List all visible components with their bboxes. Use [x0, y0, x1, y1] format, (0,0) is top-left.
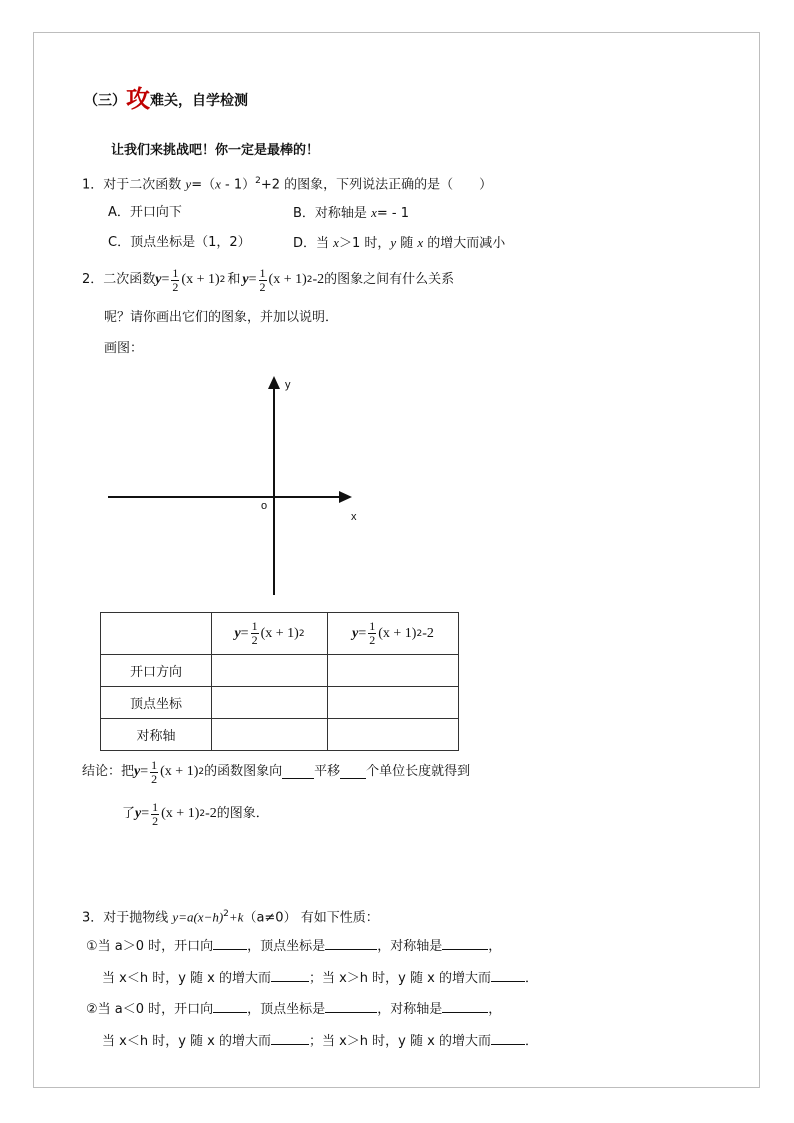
c2-blank-vertex[interactable]: [325, 1000, 377, 1013]
q1-optd-var2: y: [390, 235, 397, 250]
q3-formula-tail: +k: [228, 909, 244, 925]
c1-c: ，对称轴是: [377, 939, 443, 954]
q1-option-b: [293, 205, 409, 222]
header-equation-1: [234, 620, 304, 647]
th-eq1-num: 1: [251, 619, 258, 633]
conclusion-line1: [82, 754, 470, 790]
q3-number: 3．: [82, 910, 104, 926]
c-eq2-eq: =: [141, 806, 150, 821]
eq2-body: (x + 1): [268, 272, 307, 287]
c-eq1-num: 1: [151, 757, 158, 772]
answer-cell[interactable]: [212, 719, 328, 751]
q3-stem-pre: 对于抛物线: [103, 910, 173, 926]
th-eq2-sup: 2: [416, 628, 423, 639]
q1-optb-pre: B．对称轴是: [293, 206, 372, 221]
q1-stem: [82, 173, 492, 193]
eq2-sup: 2: [306, 275, 313, 285]
c-eq2-den: 2: [152, 813, 159, 828]
coordinate-axes: [100, 370, 370, 600]
c-eq1-y: y: [134, 764, 141, 779]
direction-blank[interactable]: [282, 766, 314, 779]
eq1-body: (x + 1): [181, 272, 220, 287]
table-row: [101, 719, 459, 751]
q2-line2: 呢？请你画出它们的图象，并加以说明．: [104, 310, 339, 325]
answer-cell[interactable]: [212, 687, 328, 719]
table-header-row: [101, 613, 459, 655]
c-eq1-sup: 2: [198, 767, 205, 777]
c1-blank-vertex[interactable]: [325, 937, 377, 950]
th-eq2-y: y: [352, 625, 359, 641]
c1-a: ①当 a＞0 时，开口向: [86, 939, 214, 954]
c2-line2-b: ；当 x＞h 时，y 随 x 的增大而: [308, 1034, 491, 1049]
c2-blank-left[interactable]: [271, 1032, 309, 1045]
c2-blank-right[interactable]: [491, 1032, 525, 1045]
q3-case2-line1: [86, 1000, 501, 1018]
q1-optb-post: = - 1: [376, 206, 409, 221]
th-eq1-fraction: [251, 620, 259, 647]
q1-stem-c: +2 的图象，下列说法正确的是（ ）: [260, 177, 493, 193]
answer-cell[interactable]: [328, 687, 459, 719]
c-eq2-num: 1: [152, 799, 159, 814]
answer-cell[interactable]: [328, 719, 459, 751]
answer-cell[interactable]: [212, 655, 328, 687]
c1-blank-opening[interactable]: [213, 937, 247, 950]
conclusion-mid: 的函数图象向: [204, 764, 283, 779]
y-axis-label: y: [285, 379, 291, 391]
q2-stem-a: 二次函数: [103, 272, 156, 287]
eq1-eq: =: [161, 272, 170, 287]
c2-a: ②当 a＜0 时，开口向: [86, 1002, 214, 1017]
conclusion-equation-2: [135, 801, 217, 828]
table-header-eq1: [212, 613, 328, 655]
q1-optd-var3: x: [417, 235, 424, 250]
conclusion-label: 结论：把: [82, 764, 135, 779]
th-eq1-den: 2: [251, 633, 258, 647]
table-row: [101, 655, 459, 687]
conclusion-mid2: 平移: [314, 764, 341, 779]
eq2-y: y: [242, 272, 249, 287]
eq1-fraction: [171, 267, 179, 294]
c2-c: ，对称轴是: [377, 1002, 443, 1017]
conclusion-mid3: 个单位长度就得到: [366, 764, 471, 779]
c1-blank-axis[interactable]: [442, 937, 488, 950]
eq2-den: 2: [259, 279, 266, 294]
q1-optd-var: x: [333, 235, 339, 250]
section-big-char: 攻: [126, 84, 150, 113]
x-axis-arrow: [339, 491, 352, 503]
c-eq2-tail: -2: [205, 806, 217, 821]
q3-case1-line2: [102, 969, 538, 987]
row-label-axis: 对称轴: [101, 719, 212, 751]
th-eq2-fraction: [368, 620, 376, 647]
q1-optd-post: 的增大而减小: [423, 236, 506, 251]
c1-blank-left[interactable]: [271, 969, 309, 982]
q3-stem-post: 有如下性质：: [296, 910, 379, 926]
c-eq1-body: (x + 1): [160, 764, 199, 779]
q1-var-x: x: [215, 176, 221, 192]
q3-formula: y=a(x−h): [172, 909, 224, 925]
c-eq1-fraction: [150, 759, 158, 786]
c2-line2-a: 当 x＜h 时，y 随 x 的增大而: [102, 1034, 271, 1049]
origin-label: o: [261, 500, 268, 512]
q1-stem-b: - 1）: [220, 177, 256, 193]
table-header-eq2: [328, 613, 459, 655]
section-title: 难关，自学检测: [150, 93, 248, 109]
section-prefix: （三）: [84, 93, 126, 109]
conclusion-equation-1: [134, 759, 204, 786]
eq2-fraction: [259, 267, 267, 294]
eq2-num: 1: [259, 265, 266, 280]
q1-optd-mid2: 随: [396, 236, 418, 251]
eq1-num: 1: [172, 265, 179, 280]
eq1-den: 2: [172, 279, 179, 294]
q2-number: 2．: [82, 272, 104, 287]
c1-d: ，: [488, 939, 502, 954]
q1-option-d: [293, 235, 505, 252]
q3-stem: [82, 906, 379, 926]
q3-formula-sup: 2: [223, 909, 229, 919]
c2-b: ，顶点坐标是: [247, 1002, 326, 1017]
q3-case2-line2: [102, 1032, 538, 1050]
q1-optd-pre: D．当: [293, 236, 334, 251]
equation-2: [242, 267, 324, 294]
c2-d: ，: [488, 1002, 502, 1017]
units-blank[interactable]: [340, 766, 366, 779]
q1-optd-mid: ＞1 时，: [338, 236, 391, 251]
q2-stem: [82, 262, 454, 298]
th-eq2-den: 2: [369, 633, 376, 647]
conclusion-line2-pre: 了: [122, 806, 136, 821]
row-label-opening: 开口方向: [101, 655, 212, 687]
q1-optb-var: x: [371, 205, 377, 220]
q3-case1-line1: [86, 937, 501, 955]
q1-sup: 2: [255, 176, 261, 186]
c-eq2-fraction: [151, 801, 159, 828]
q1-option-a: A．开口向下: [108, 205, 182, 220]
equation-1: [155, 267, 225, 294]
y-axis-arrow: [268, 376, 280, 389]
header-equation-2: [352, 620, 434, 647]
eq2-tail: -2: [312, 272, 325, 287]
q1-var-y: y: [185, 176, 192, 192]
th-eq2-body: (x + 1): [378, 625, 417, 641]
table-row: [101, 687, 459, 719]
th-eq2-tail: -2: [422, 625, 434, 641]
x-axis-label: x: [351, 511, 357, 523]
c1-b: ，顶点坐标是: [247, 939, 326, 954]
eq1-sup: 2: [219, 275, 226, 285]
c-eq1-eq: =: [140, 764, 149, 779]
th-eq1-eq: =: [240, 625, 249, 641]
c-eq1-den: 2: [151, 771, 158, 786]
draw-label: 画图：: [104, 341, 144, 356]
table-corner-cell: [101, 613, 212, 655]
q1-eq: =（: [191, 177, 216, 193]
c1-line2-b: ；当 x＞h 时，y 随 x 的增大而: [308, 971, 491, 986]
th-eq1-sup: 2: [298, 628, 305, 639]
properties-table: [100, 612, 459, 751]
conclusion-line2-post: 的图象．: [216, 806, 269, 821]
section-heading: [84, 86, 248, 114]
answer-cell[interactable]: [328, 655, 459, 687]
th-eq2-eq: =: [358, 625, 367, 641]
c-eq2-sup: 2: [199, 809, 206, 819]
eq1-y: y: [155, 272, 162, 287]
th-eq2-num: 1: [369, 619, 376, 633]
q2-and: 和: [227, 272, 241, 287]
c2-blank-opening[interactable]: [213, 1000, 247, 1013]
q3-condition: （a≠0）: [243, 910, 297, 926]
q1-stem-a: 对于二次函数: [103, 177, 186, 193]
subtitle: 让我们来挑战吧！你一定是最棒的！: [111, 143, 320, 158]
c1-blank-right[interactable]: [491, 969, 525, 982]
th-eq1-body: (x + 1): [260, 625, 299, 641]
c1-line2-c: ．: [524, 971, 538, 986]
c-eq2-y: y: [135, 806, 142, 821]
c2-blank-axis[interactable]: [442, 1000, 488, 1013]
th-eq1-y: y: [234, 625, 241, 641]
conclusion-line2: [122, 796, 269, 832]
row-label-vertex: 顶点坐标: [101, 687, 212, 719]
q2-stem-b: 的图象之间有什么关系: [324, 272, 455, 287]
q1-option-c: C．顶点坐标是（1，2）: [108, 235, 251, 250]
c-eq2-body: (x + 1): [161, 806, 200, 821]
c1-line2-a: 当 x＜h 时，y 随 x 的增大而: [102, 971, 271, 986]
eq2-eq: =: [248, 272, 257, 287]
c2-line2-c: ．: [524, 1034, 538, 1049]
q1-number: 1．: [82, 177, 104, 193]
